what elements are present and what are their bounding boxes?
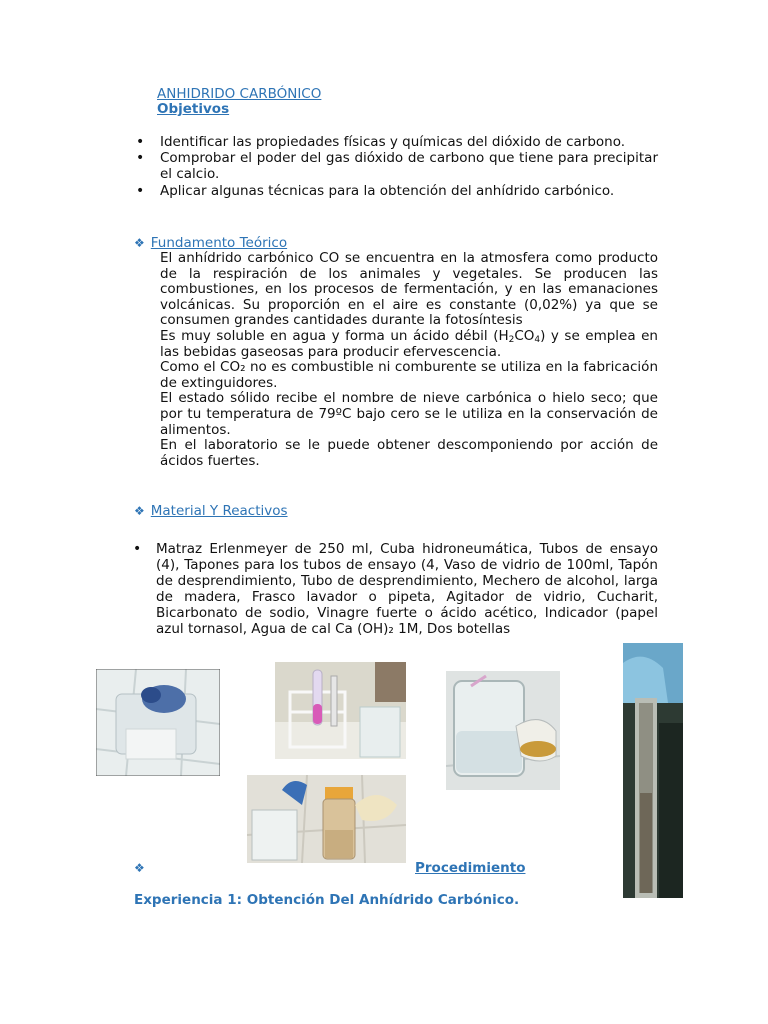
- lab-photo-beakers: [446, 671, 560, 790]
- lab-photo-tube-in-hand: [623, 643, 683, 898]
- fundamento-paragraph: El estado sólido recibe el nombre de nieve carbónica o hielo seco; que por tu temperatura de 79ºC bajo cero se le utiliza en la conservación de alimentos.: [160, 390, 658, 438]
- objetivos-list: [134, 134, 658, 199]
- material-heading: ❖ Material Y Reactivos: [134, 503, 288, 519]
- list-item: • Matraz Erlenmeyer de 250 ml, Cuba hidroneumática, Tubos de ensayo (4), Tapones para los tubos de ensayo (4, Vaso de vidrio de 100ml, Tapón de desprendimiento, Tubo de desprendimiento, Mechero de alcohol, larga de madera, Frasco lavador o pipeta, Agitador de vidrio, Cucharit, Bicarbonato de sodio, Vinagre fuerte o ácido acético, Indicador (papel azul tornasol, Agua de cal Ca (OH)₂ 1M, Dos botellas: [131, 541, 658, 637]
- diamond-bullet-icon: ❖: [134, 861, 145, 875]
- lab-photo-bags: [96, 669, 220, 776]
- fundamento-paragraph: Como el CO₂ no es combustible ni comburente se utiliza en la fabricación de extinguidores.: [160, 359, 658, 391]
- list-item: • Aplicar algunas técnicas para la obtención del anhídrido carbónico.: [134, 183, 658, 199]
- fundamento-paragraph: En el laboratorio se le puede obtener descomponiendo por acción de ácidos fuertes.: [160, 437, 658, 469]
- diamond-bullet-icon: ❖: [134, 504, 145, 518]
- diamond-bullet-icon: ❖: [134, 236, 145, 250]
- fundamento-paragraph: El anhídrido carbónico CO se encuentra en la atmosfera como producto de la respiración de los animales y vegetales. Se producen las combustiones, en los procesos de fermentación, y en las emanaciones volcánicas. Su proporción en el aire es constante (0,02%) ya que se consumen grandes cantidades durante la fotosíntesis: [160, 250, 658, 329]
- fundamento-body: [160, 251, 658, 469]
- fundamento-heading: ❖ Fundamento Teórico: [134, 235, 288, 251]
- experiencia-heading: Experiencia 1: Obtención Del Anhídrido Carbónico.: [134, 892, 520, 908]
- fundamento-paragraph: Es muy soluble en agua y forma un ácido débil $(H_2CO_4)$ y se emplea en las bebidas gaseosas para producir efervescencia.: [160, 327, 658, 360]
- objetivos-heading: Objetivos: [157, 101, 230, 117]
- list-item: • Comprobar el poder del gas dióxido de carbono que tiene para precipitar el calcio.: [134, 150, 658, 182]
- document-title: ANHIDRIDO CARBÓNICO: [157, 86, 322, 102]
- lab-photo-bottle: [247, 775, 406, 863]
- list-item: • Identificar las propiedades físicas y químicas del dióxido de carbono.: [134, 134, 658, 150]
- lab-photo-test-tube-rack: [275, 662, 406, 759]
- procedimiento-bullet: [134, 860, 151, 876]
- procedimiento-heading: Procedimiento: [415, 860, 526, 876]
- material-list: [131, 541, 658, 637]
